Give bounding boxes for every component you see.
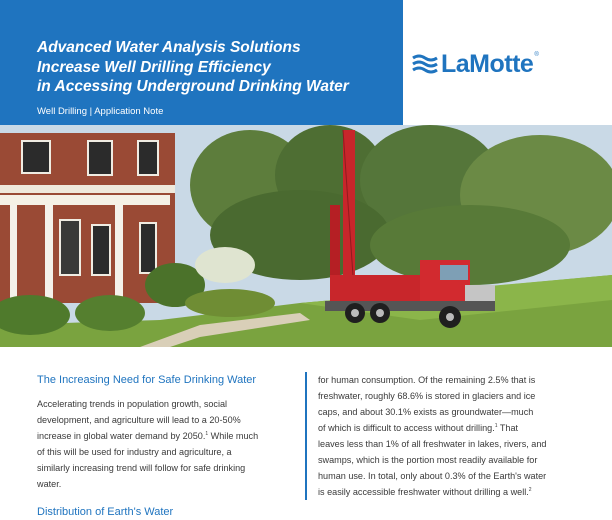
right-line-8-text: is easily accessible freshwater without drilling a well.	[318, 487, 529, 497]
footnote-ref: 1	[494, 422, 498, 429]
left-column	[37, 372, 305, 520]
left-line-3	[37, 428, 305, 444]
right-line-4	[318, 420, 588, 436]
logo-registered-mark: ®	[534, 52, 539, 58]
right-line-1: for human consumption. Of the remaining 2.5% that is	[318, 375, 536, 385]
right-line-2: freshwater, roughly 68.6% is stored in glaciers and ice	[318, 391, 536, 401]
right-line-3: caps, and about 30.1% exists as groundwater—much	[318, 407, 534, 417]
left-line-2: development, and agriculture will lead to a 20-50%	[37, 415, 241, 425]
left-line-6: water.	[37, 479, 62, 489]
footnote-ref: 2	[528, 486, 532, 493]
right-line-6: swamps, which is the portion most readily available for	[318, 455, 538, 465]
right-line-4-text: of which is difficult to access without drilling.	[318, 423, 495, 433]
hero-photo	[0, 125, 612, 347]
right-line-4-tail: That	[497, 423, 519, 433]
left-line-3-tail: While much	[208, 431, 259, 441]
page-subtitle: Well Drilling | Application Note	[37, 106, 164, 117]
page-title	[37, 38, 397, 97]
right-line-8	[318, 484, 588, 500]
house-and-drilling-rig-photo	[0, 125, 612, 347]
title-line-3: in Accessing Underground Drinking Water	[37, 78, 349, 95]
column-divider	[305, 372, 307, 500]
lamotte-wave-icon	[412, 53, 438, 75]
left-line-1: Accelerating trends in population growth, social	[37, 399, 228, 409]
footnote-ref: 1	[205, 430, 209, 437]
right-line-5: leaves less than 1% of all freshwater in lakes, rivers, and	[318, 439, 547, 449]
title-line-2: Increase Well Drilling Efficiency	[37, 58, 271, 76]
left-line-5: similarly increasing trend will follow for safe drinking	[37, 463, 246, 473]
section-heading-need: The Increasing Need for Safe Drinking Water	[37, 374, 257, 386]
left-line-4: of this will be used for industry and agriculture, a	[37, 447, 232, 457]
title-line-1: Advanced Water Analysis Solutions	[37, 39, 301, 56]
section-heading-distribution: Distribution of Earth's Water	[37, 506, 174, 518]
lamotte-logo	[412, 50, 539, 78]
right-line-7: human use. In total, only about 0.3% of the Earth's water	[318, 471, 547, 481]
left-line-3-text: increase in global water demand by 2050.	[37, 431, 206, 441]
right-column	[318, 372, 588, 500]
logo-wordmark: LaMotte	[441, 49, 534, 78]
